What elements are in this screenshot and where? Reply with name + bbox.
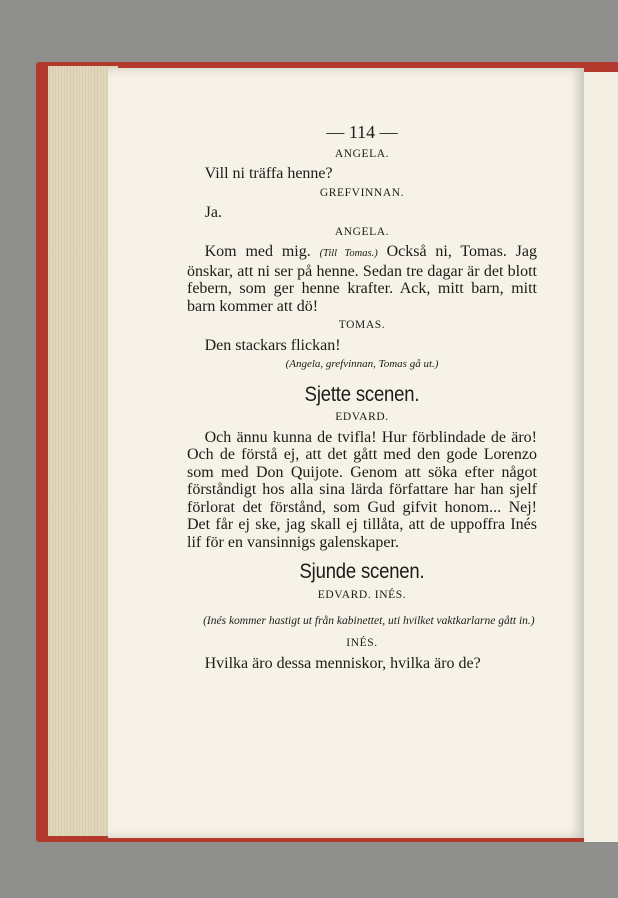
scene-heading: Sjunde scenen.	[299, 560, 425, 583]
dialogue-line: Vill ni träffa henne?	[204, 165, 333, 182]
dialogue-line: Ja.	[204, 204, 222, 221]
right-page	[584, 72, 618, 842]
dialogue-text: Kom med mig.	[204, 243, 311, 260]
scene-heading: Sjette scenen.	[304, 382, 420, 406]
stage-direction: (Till Tomas.)	[319, 248, 378, 259]
stage-direction: (Angela, grefvinnan, Tomas gå ut.)	[285, 358, 439, 370]
speaker-name: ANGELA.	[334, 147, 390, 160]
left-page	[108, 68, 584, 838]
speaker-name: INÉS.	[346, 637, 378, 649]
stage-direction: (Inés kommer hastigt ut från kabinettet, uti hvilket vaktkarlarne gått in.)	[203, 615, 535, 627]
speaker-name: GREFVINNAN.	[319, 186, 405, 199]
speaker-name: TOMAS.	[338, 319, 386, 331]
dialogue-line: Och ännu kunna de tvifla! Hur förblindade de äro! Och de förstå ej, att det gått med den gode Lorenzo som med Don Quijote. Genom att söka efter något förståndigt hos alla sina lärda författare har han sjelf förlorat det förstånd, som Gud gifvit honom... Nej! Det får ej ske, jag skall ej tillåta, att de uppoffra Inés lif för en vansinnigs galenskaper.	[187, 428, 537, 551]
speaker-name: EDVARD.	[335, 411, 389, 423]
scene-characters: EDVARD. INÉS.	[317, 588, 407, 601]
dialogue-line: Hvilka äro dessa menniskor, hvilka äro de?	[204, 654, 481, 672]
page-content	[187, 124, 537, 672]
dialogue-line	[187, 243, 537, 315]
speaker-name: ANGELA.	[334, 225, 390, 238]
dialogue-line: Den stackars flickan!	[204, 336, 341, 354]
dialogue-text: Också ni, Tomas. Jag önskar, att ni ser på henne. Sedan tre dagar är det blott febern, som ger henne krafter. Ack, mitt barn, mitt barn kommer att dö!	[187, 243, 537, 315]
page-number: — 114 —	[326, 122, 398, 142]
